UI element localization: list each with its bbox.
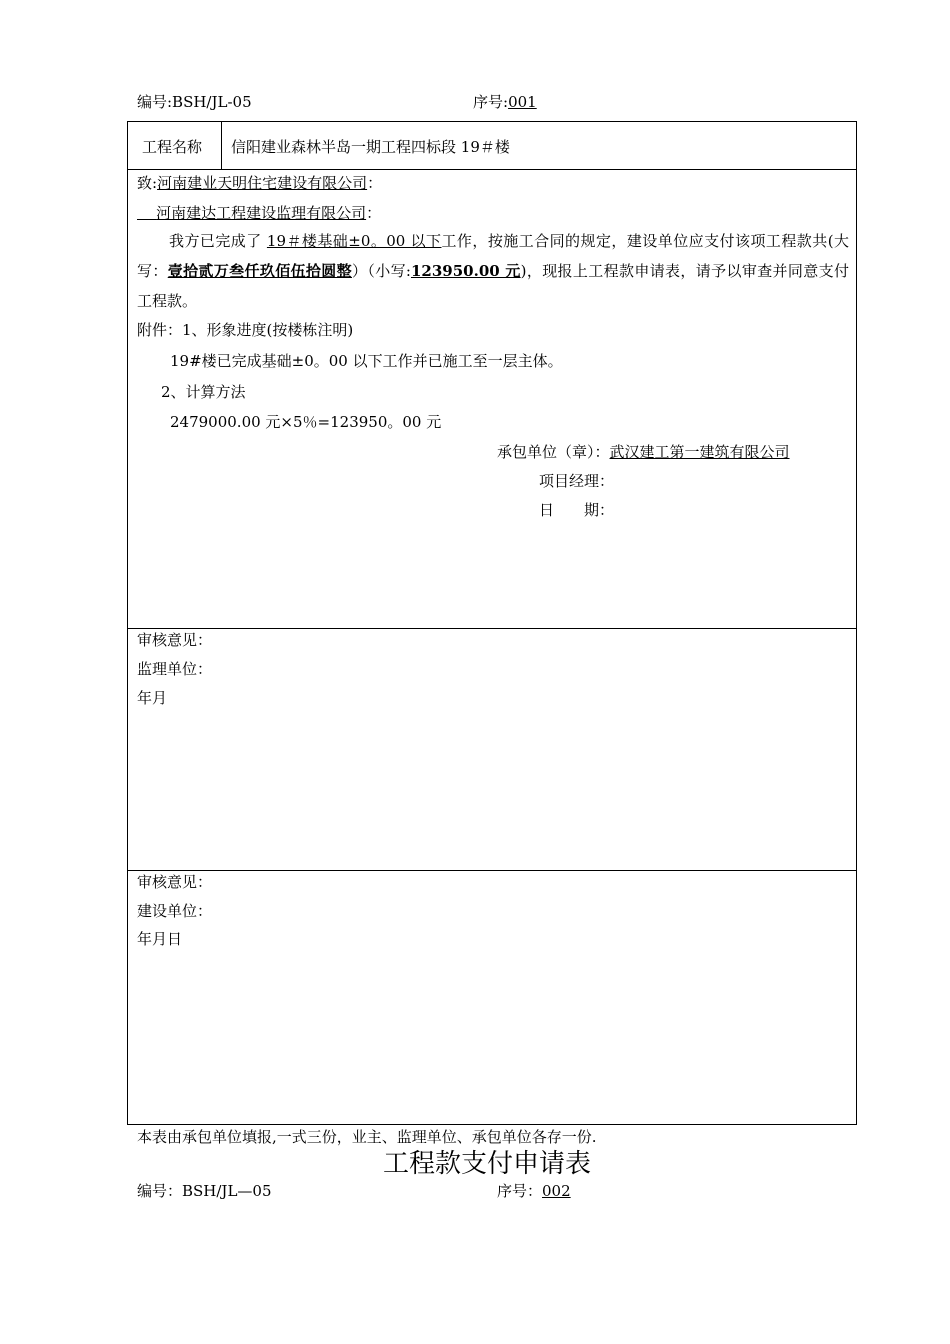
addressee-line-2 bbox=[137, 203, 381, 223]
request-text-b: 工作，按施工合同的规定，建设单位应支付该项工程款共(大写： bbox=[137, 232, 849, 280]
amount-in-words: 壹拾贰万叁仟玖佰伍拾圆整 bbox=[167, 262, 352, 280]
serial-value: 001 bbox=[508, 93, 537, 111]
table-divider-project bbox=[127, 169, 857, 170]
request-text-d: )，现报上工程款申请表，请予以审查并同意支付工程款。 bbox=[137, 262, 849, 310]
next-form-code: 编号：BSH/JL—05 bbox=[137, 1182, 272, 1200]
addressee-supervisor-indent bbox=[137, 204, 156, 222]
addressee-owner: 河南建业天明住宅建设有限公司 bbox=[157, 174, 368, 192]
next-form-title: 工程款支付申请表 bbox=[383, 1149, 592, 1179]
attachment-calc-title: 2、计算方法 bbox=[161, 383, 246, 401]
addressee-line-1 bbox=[137, 173, 382, 193]
supervisor-unit-label: 监理单位： bbox=[137, 660, 213, 678]
contractor-label: 承包单位（章）： bbox=[497, 443, 610, 461]
addressee-prefix: 致: bbox=[137, 174, 158, 192]
project-name-label: 工程名称 bbox=[142, 138, 203, 156]
attachment-calc-formula: 2479000.00 元×5％=123950。00 元 bbox=[170, 413, 442, 431]
addressee-supervisor-suffix: ： bbox=[366, 204, 382, 222]
serial-number bbox=[473, 92, 537, 112]
attachment-progress: 19#楼已完成基础±0。00 以下工作并已施工至一层主体。 bbox=[170, 352, 563, 370]
completed-work: 19＃楼基础±0。00 以下 bbox=[266, 232, 442, 250]
next-serial-value: 002 bbox=[542, 1182, 571, 1200]
table-border-top bbox=[127, 121, 857, 122]
request-text-a: 我方已完成了 bbox=[169, 232, 267, 250]
addressee-supervisor: 河南建达工程建设监理有限公司 bbox=[156, 204, 367, 222]
table-border-left bbox=[127, 121, 128, 1125]
contractor-line bbox=[497, 442, 790, 462]
form-note: 本表由承包单位填报,一式三份，业主、监理单位、承包单位各存一份. bbox=[137, 1128, 597, 1146]
contractor-name: 武汉建工第一建筑有限公司 bbox=[609, 443, 790, 461]
owner-date-label: 年月日 bbox=[137, 930, 183, 948]
table-divider-review2 bbox=[127, 870, 857, 871]
amount-in-figures: 123950.00 元 bbox=[410, 262, 521, 280]
attachment-title: 附件：1、形象进度(按楼栋注明) bbox=[137, 321, 354, 339]
request-paragraph bbox=[137, 226, 849, 316]
contractor-date: 日 期： bbox=[539, 501, 615, 519]
table-divider-label bbox=[221, 121, 222, 169]
table-border-bottom bbox=[127, 1124, 857, 1125]
project-name-value: 信阳建业森林半岛一期工程四标段 19＃楼 bbox=[231, 138, 510, 156]
request-text-c: ）（小写: bbox=[352, 262, 411, 280]
supervisor-opinion-label: 审核意见： bbox=[137, 631, 213, 649]
addressee-owner-suffix: ： bbox=[367, 174, 383, 192]
serial-label: 序号: bbox=[473, 93, 509, 111]
supervisor-date-label: 年月 bbox=[137, 689, 168, 707]
table-border-right bbox=[856, 121, 857, 1125]
form-code: 编号:BSH/JL-05 bbox=[137, 93, 252, 111]
project-manager: 项目经理： bbox=[539, 472, 615, 490]
next-serial-number bbox=[497, 1181, 571, 1201]
owner-opinion-label: 审核意见： bbox=[137, 873, 213, 891]
table-divider-review1 bbox=[127, 628, 857, 629]
owner-unit-label: 建设单位： bbox=[137, 902, 213, 920]
next-serial-label: 序号： bbox=[497, 1182, 543, 1200]
